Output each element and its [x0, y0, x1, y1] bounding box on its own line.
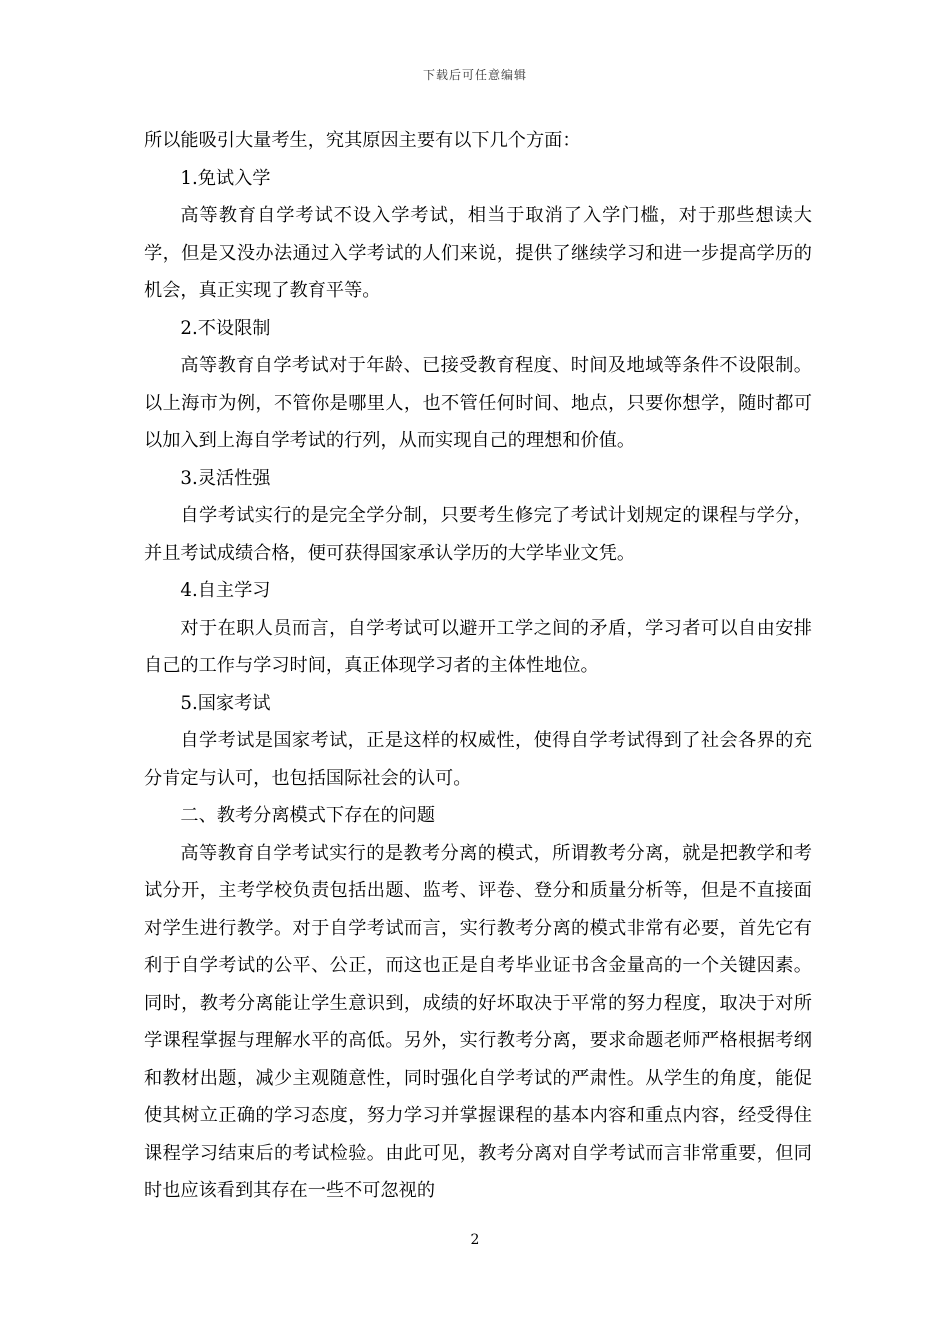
section-heading: 5.国家考试 — [180, 692, 271, 714]
page-number: 2 — [470, 1232, 480, 1248]
paragraph: 所以能吸引大量考生，究其原因主要有以下几个方面： — [144, 130, 581, 151]
paragraph: 自学考试是国家考试，正是这样的权威性，使得自学考试得到了社会各界的充分肯定与认可，也包括国际社会的认可。 — [144, 730, 812, 789]
header-note: 下载后可任意编辑 — [422, 68, 527, 82]
chapter-heading: 二、教考分离模式下存在的问题 — [180, 805, 436, 826]
body-text — [144, 122, 812, 1210]
section-heading: 3.灵活性强 — [180, 467, 271, 489]
paragraph: 自学考试实行的是完全学分制，只要考生修完了考试计划规定的课程与学分，并且考试成绩合格，便可获得国家承认学历的大学毕业文凭。 — [144, 505, 812, 564]
paragraph: 高等教育自学考试实行的是教考分离的模式，所谓教考分离，就是把教学和考试分开，主考学校负责包括出题、监考、评卷、登分和质量分析等，但是不直接面对学生进行教学。对于自学考试而言，实行教考分离的模式非常有必要，首先它有利于自学考试的公平、公正，而这也正是自考毕业证书含金量高的一个关键因素。同时，教考分离能让学生意识到，成绩的好坏取决于平常的努力程度，取决于对所学课程掌握与理解水平的高低。另外，实行教考分离，要求命题老师严格根据考纲和教材出题，减少主观随意性，同时强化自学考试的严肃性。从学生的角度，能促使其树立正确的学习态度，努力学习并掌握课程的基本内容和重点内容，经受得住课程学习结束后的考试检验。由此可见，教考分离对自学考试而言非常重要，但同时也应该看到其存在一些不可忽视的 — [144, 842, 812, 1201]
section-heading: 1.免试入学 — [180, 167, 271, 189]
paragraph: 高等教育自学考试对于年龄、已接受教育程度、时间及地域等条件不设限制。以上海市为例，不管你是哪里人，也不管任何时间、地点，只要你想学，随时都可以加入到上海自学考试的行列，从而实现自己的理想和价值。 — [144, 355, 812, 451]
section-heading: 2.不设限制 — [180, 317, 271, 339]
section-heading: 4.自主学习 — [180, 580, 271, 601]
paragraph: 高等教育自学考试不设入学考试，相当于取消了入学门槛，对于那些想读大学，但是又没办法通过入学考试的人们来说，提供了继续学习和进一步提高学历的机会，真正实现了教育平等。 — [144, 205, 812, 301]
paragraph: 对于在职人员而言，自学考试可以避开工学之间的矛盾，学习者可以自由安排自己的工作与学习时间，真正体现学习者的主体性地位。 — [144, 617, 812, 676]
